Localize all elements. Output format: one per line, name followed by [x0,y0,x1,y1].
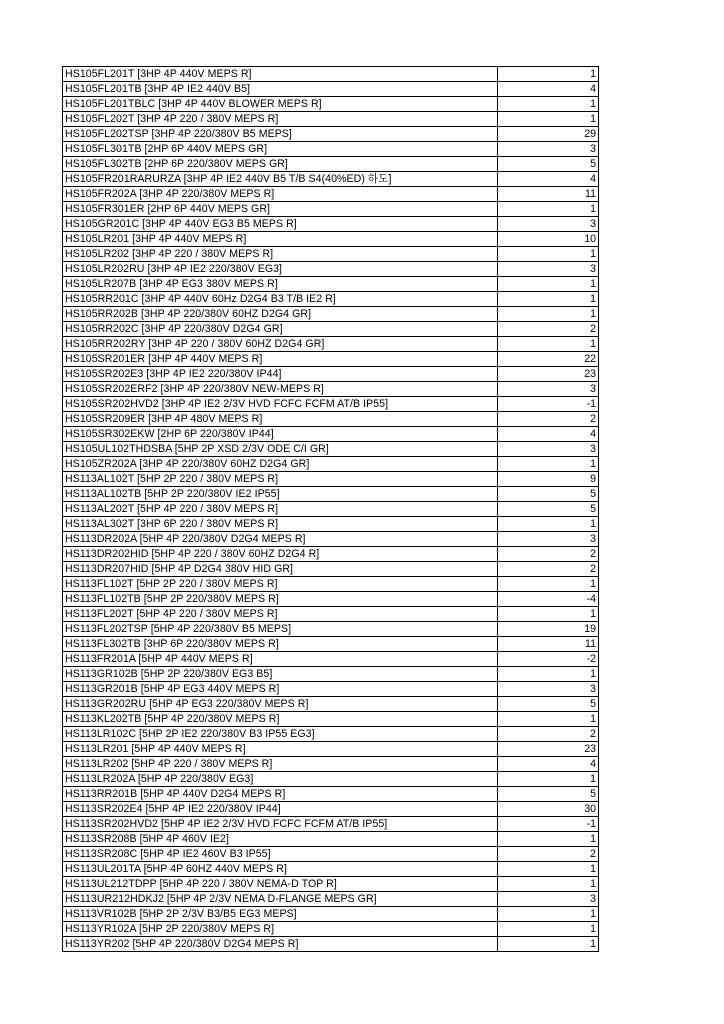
quantity-cell: 5 [498,487,599,502]
quantity-cell: 1 [498,457,599,472]
table-row [63,322,599,337]
inventory-table-body [63,67,599,952]
table-row [63,712,599,727]
item-description-cell: HS105RR202C [3HP 4P 220/380V D2G4 GR] [63,322,498,337]
table-row [63,607,599,622]
quantity-cell: 1 [498,712,599,727]
quantity-cell: 4 [498,172,599,187]
item-description-cell: HS105SR209ER [3HP 4P 480V MEPS R] [63,412,498,427]
item-description-cell: HS105RR201C [3HP 4P 440V 60Hz D2G4 B3 T/B IE2 R] [63,292,498,307]
inventory-table [62,66,599,952]
item-description-cell: HS105SR202HVD2 [3HP 4P IE2 2/3V HVD FCFC FCFM AT/B IP55] [63,397,498,412]
quantity-cell: 1 [498,607,599,622]
table-row [63,127,599,142]
table-row [63,667,599,682]
item-description-cell: HS113YR102A [5HP 2P 220/380V MEPS R] [63,922,498,937]
table-row [63,727,599,742]
quantity-cell: 1 [498,112,599,127]
table-row [63,487,599,502]
table-row [63,502,599,517]
quantity-cell: 2 [498,847,599,862]
quantity-cell: 4 [498,82,599,97]
quantity-cell: 1 [498,67,599,82]
table-row [63,427,599,442]
table-row [63,172,599,187]
table-row [63,142,599,157]
item-description-cell: HS105FL201TB [3HP 4P IE2 440V B5] [63,82,498,97]
quantity-cell: 3 [498,382,599,397]
quantity-cell: 3 [498,442,599,457]
item-description-cell: HS113FL102TB [5HP 2P 220/380V MEPS R] [63,592,498,607]
table-row [63,262,599,277]
quantity-cell: 3 [498,682,599,697]
item-description-cell: HS105FR202A [3HP 4P 220/380V MEPS R] [63,187,498,202]
table-row [63,772,599,787]
quantity-cell: 9 [498,472,599,487]
quantity-cell: 2 [498,727,599,742]
table-row [63,577,599,592]
quantity-cell: -4 [498,592,599,607]
item-description-cell: HS113FL102T [5HP 2P 220 / 380V MEPS R] [63,577,498,592]
quantity-cell: 1 [498,907,599,922]
item-description-cell: HS113SR202E4 [5HP 4P IE2 220/380V IP44] [63,802,498,817]
item-description-cell: HS113DR207HID [5HP 4P D2G4 380V HID GR] [63,562,498,577]
item-description-cell: HS105FR301ER [2HP 6P 440V MEPS GR] [63,202,498,217]
table-row [63,397,599,412]
item-description-cell: HS113AL102TB [5HP 2P 220/380V IE2 IP55] [63,487,498,502]
quantity-cell: -1 [498,817,599,832]
table-row [63,67,599,82]
quantity-cell: 1 [498,877,599,892]
item-description-cell: HS105FL301TB [2HP 6P 440V MEPS GR] [63,142,498,157]
table-row [63,382,599,397]
table-row [63,157,599,172]
table-row [63,472,599,487]
item-description-cell: HS105FL202T [3HP 4P 220 / 380V MEPS R] [63,112,498,127]
item-description-cell: HS105RR202RY [3HP 4P 220 / 380V 60HZ D2G4 GR] [63,337,498,352]
table-row [63,112,599,127]
table-row [63,832,599,847]
table-row [63,742,599,757]
table-row [63,517,599,532]
quantity-cell: 5 [498,502,599,517]
table-row [63,217,599,232]
quantity-cell: 3 [498,892,599,907]
quantity-cell: 1 [498,667,599,682]
item-description-cell: HS105FL302TB [2HP 6P 220/380V MEPS GR] [63,157,498,172]
table-row [63,847,599,862]
quantity-cell: 3 [498,217,599,232]
table-row [63,802,599,817]
item-description-cell: HS105GR201C [3HP 4P 440V EG3 B5 MEPS R] [63,217,498,232]
item-description-cell: HS105LR201 [3HP 4P 440V MEPS R] [63,232,498,247]
item-description-cell: HS105FL201TBLC [3HP 4P 440V BLOWER MEPS R] [63,97,498,112]
table-row [63,187,599,202]
item-description-cell: HS105FR201RARURZA [3HP 4P IE2 440V B5 T/B S4(40%ED) 하도] [63,172,498,187]
table-row [63,697,599,712]
table-row [63,97,599,112]
item-description-cell: HS105SR302EKW [2HP 6P 220/380V IP44] [63,427,498,442]
table-row [63,277,599,292]
quantity-cell: 1 [498,337,599,352]
quantity-cell: 1 [498,772,599,787]
table-row [63,457,599,472]
quantity-cell: 1 [498,202,599,217]
quantity-cell: 10 [498,232,599,247]
item-description-cell: HS113KL202TB [5HP 4P 220/380V MEPS R] [63,712,498,727]
quantity-cell: 1 [498,277,599,292]
item-description-cell: HS113DR202HID [5HP 4P 220 / 380V 60HZ D2G4 R] [63,547,498,562]
table-row [63,922,599,937]
quantity-cell: 2 [498,412,599,427]
item-description-cell: HS113FL202TSP [5HP 4P 220/380V B5 MEPS] [63,622,498,637]
table-row [63,682,599,697]
quantity-cell: 1 [498,97,599,112]
table-row [63,787,599,802]
item-description-cell: HS113AL202T [5HP 4P 220 / 380V MEPS R] [63,502,498,517]
item-description-cell: HS113RR201B [5HP 4P 440V D2G4 MEPS R] [63,787,498,802]
item-description-cell: HS113SR208B [5HP 4P 460V IE2] [63,832,498,847]
item-description-cell: HS113YR202 [5HP 4P 220/380V D2G4 MEPS R] [63,937,498,952]
item-description-cell: HS113UR212HDKJ2 [5HP 4P 2/3V NEMA D-FLANGE MEPS GR] [63,892,498,907]
table-row [63,622,599,637]
item-description-cell: HS113VR102B [5HP 2P 2/3V B3/B5 EG3 MEPS] [63,907,498,922]
item-description-cell: HS105UL102THDSBA [5HP 2P XSD 2/3V ODE C/I GR] [63,442,498,457]
quantity-cell: -2 [498,652,599,667]
quantity-cell: 3 [498,532,599,547]
table-row [63,892,599,907]
item-description-cell: HS105SR201ER [3HP 4P 440V MEPS R] [63,352,498,367]
item-description-cell: HS113FR201A [5HP 4P 440V MEPS R] [63,652,498,667]
item-description-cell: HS105LR202RU [3HP 4P IE2 220/380V EG3] [63,262,498,277]
item-description-cell: HS105SR202E3 [3HP 4P IE2 220/380V IP44] [63,367,498,382]
item-description-cell: HS113LR201 [5HP 4P 440V MEPS R] [63,742,498,757]
quantity-cell: 23 [498,367,599,382]
item-description-cell: HS113FL302TB [3HP 6P 220/380V MEPS R] [63,637,498,652]
item-description-cell: HS105LR202 [3HP 4P 220 / 380V MEPS R] [63,247,498,262]
item-description-cell: HS113UL201TA [5HP 4P 60HZ 440V MEPS R] [63,862,498,877]
item-description-cell: HS113AL302T [3HP 6P 220 / 380V MEPS R] [63,517,498,532]
quantity-cell: 29 [498,127,599,142]
quantity-cell: 1 [498,862,599,877]
item-description-cell: HS105SR202ERF2 [3HP 4P 220/380V NEW-MEPS R] [63,382,498,397]
table-row [63,442,599,457]
item-description-cell: HS113SR202HVD2 [5HP 4P IE2 2/3V HVD FCFC FCFM AT/B IP55] [63,817,498,832]
quantity-cell: 2 [498,562,599,577]
table-row [63,247,599,262]
quantity-cell: 1 [498,577,599,592]
item-description-cell: HS105RR202B [3HP 4P 220/380V 60HZ D2G4 GR] [63,307,498,322]
item-description-cell: HS113SR208C [5HP 4P IE2 460V B3 IP55] [63,847,498,862]
table-row [63,367,599,382]
item-description-cell: HS113GR102B [5HP 2P 220/380V EG3 B5] [63,667,498,682]
table-row [63,817,599,832]
table-row [63,547,599,562]
item-description-cell: HS105FL201T [3HP 4P 440V MEPS R] [63,67,498,82]
table-row [63,412,599,427]
table-row [63,862,599,877]
quantity-cell: 11 [498,637,599,652]
quantity-cell: 1 [498,247,599,262]
quantity-cell: -1 [498,397,599,412]
table-row [63,532,599,547]
table-row [63,202,599,217]
quantity-cell: 22 [498,352,599,367]
table-row [63,877,599,892]
table-row [63,562,599,577]
quantity-cell: 1 [498,832,599,847]
item-description-cell: HS113AL102T [5HP 2P 220 / 380V MEPS R] [63,472,498,487]
quantity-cell: 11 [498,187,599,202]
quantity-cell: 3 [498,262,599,277]
quantity-cell: 19 [498,622,599,637]
quantity-cell: 2 [498,547,599,562]
table-row [63,907,599,922]
quantity-cell: 4 [498,427,599,442]
table-row [63,307,599,322]
quantity-cell: 3 [498,142,599,157]
table-row [63,232,599,247]
quantity-cell: 5 [498,787,599,802]
item-description-cell: HS105ZR202A [3HP 4P 220/380V 60HZ D2G4 GR] [63,457,498,472]
table-row [63,637,599,652]
table-row [63,82,599,97]
quantity-cell: 1 [498,922,599,937]
item-description-cell: HS105LR207B [3HP 4P EG3 380V MEPS R] [63,277,498,292]
quantity-cell: 4 [498,757,599,772]
item-description-cell: HS113GR201B [5HP 4P EG3 440V MEPS R] [63,682,498,697]
table-row [63,337,599,352]
table-row [63,352,599,367]
table-row [63,592,599,607]
table-row [63,652,599,667]
quantity-cell: 2 [498,322,599,337]
quantity-cell: 1 [498,517,599,532]
table-row [63,757,599,772]
quantity-cell: 5 [498,157,599,172]
item-description-cell: HS113FL202T [5HP 4P 220 / 380V MEPS R] [63,607,498,622]
item-description-cell: HS113LR102C [5HP 2P IE2 220/380V B3 IP55 EG3] [63,727,498,742]
table-row [63,937,599,952]
table-row [63,292,599,307]
item-description-cell: HS113UL212TDPP [5HP 4P 220 / 380V NEMA-D TOP R] [63,877,498,892]
quantity-cell: 5 [498,697,599,712]
quantity-cell: 1 [498,292,599,307]
quantity-cell: 30 [498,802,599,817]
item-description-cell: HS113LR202 [5HP 4P 220 / 380V MEPS R] [63,757,498,772]
quantity-cell: 1 [498,937,599,952]
item-description-cell: HS105FL202TSP [3HP 4P 220/380V B5 MEPS] [63,127,498,142]
quantity-cell: 23 [498,742,599,757]
item-description-cell: HS113GR202RU [5HP 4P EG3 220/380V MEPS R] [63,697,498,712]
item-description-cell: HS113LR202A [5HP 4P 220/380V EG3] [63,772,498,787]
item-description-cell: HS113DR202A [5HP 4P 220/380V D2G4 MEPS R] [63,532,498,547]
quantity-cell: 1 [498,307,599,322]
